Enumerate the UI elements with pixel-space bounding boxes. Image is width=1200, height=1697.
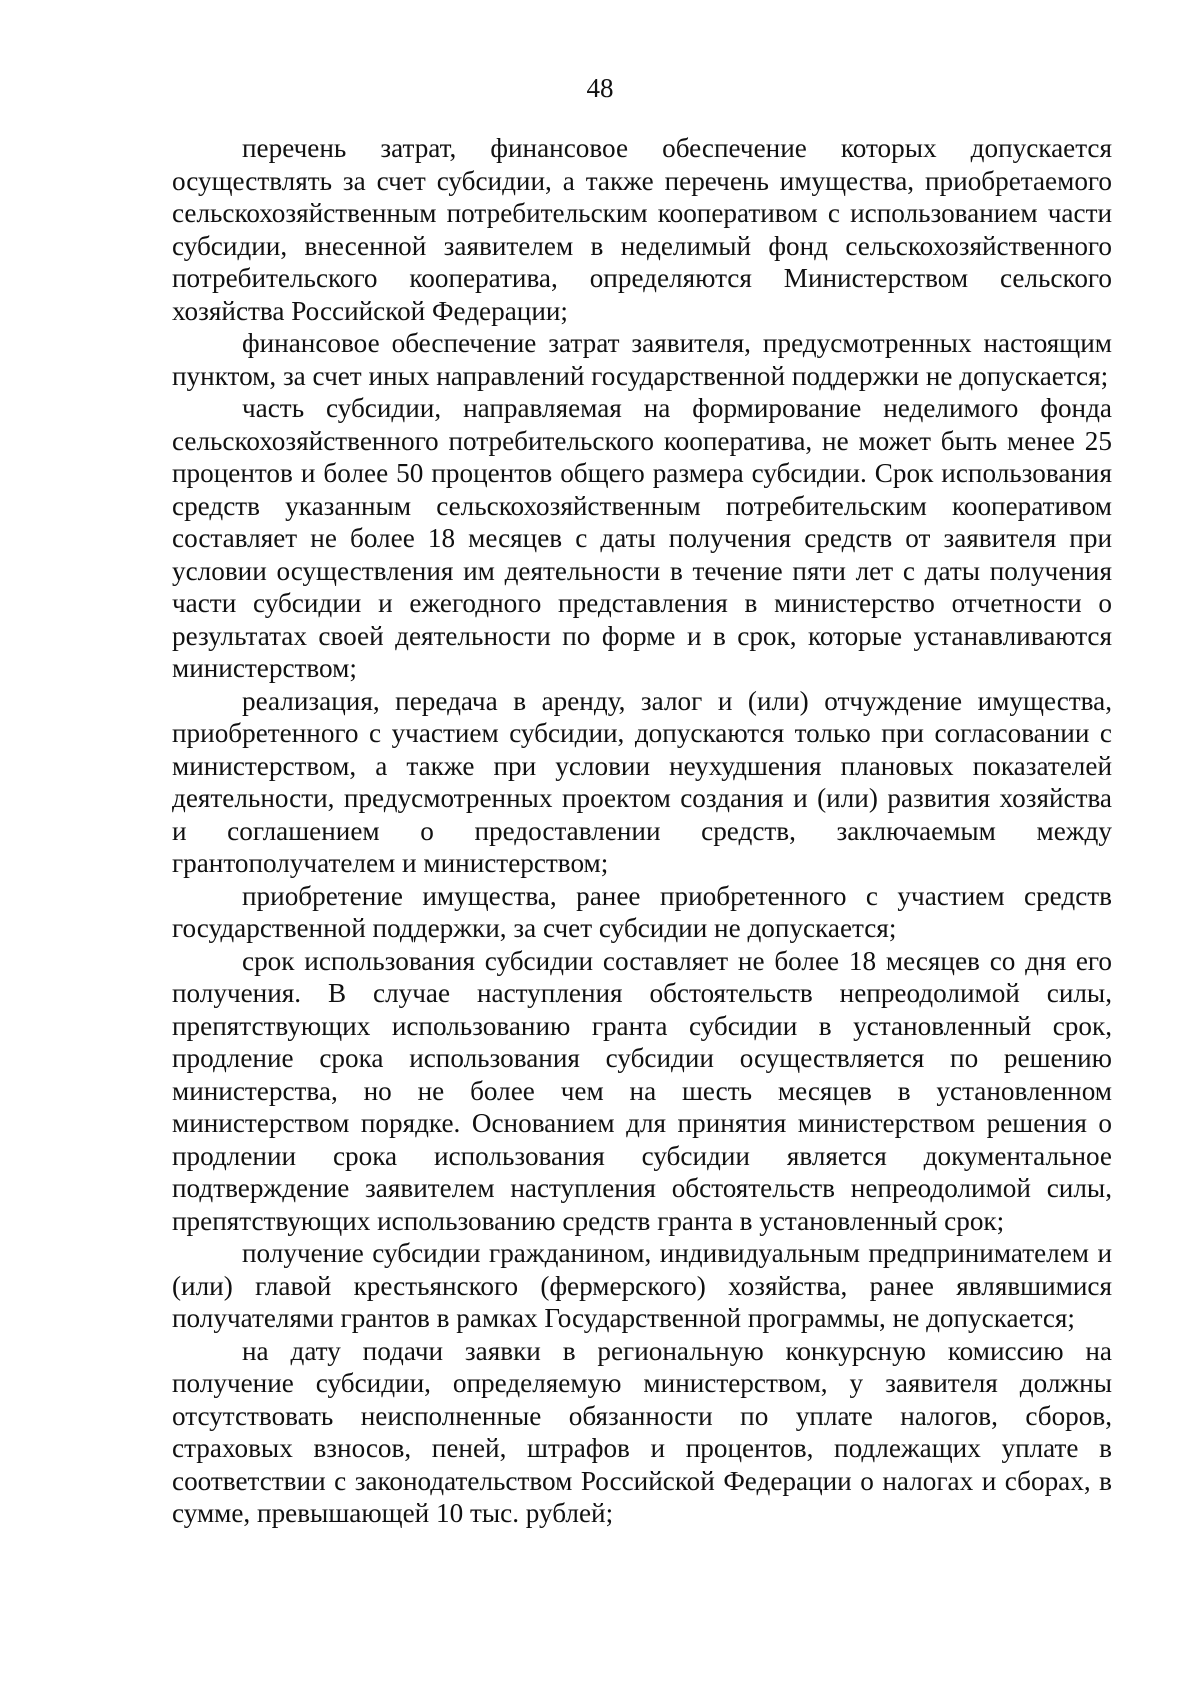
paragraph: приобретение имущества, ранее приобретенного с участием средств государственной поддержки, за счет субсидии не допускается;: [172, 880, 1112, 943]
paragraph: на дату подачи заявки в региональную конкурсную комиссию на получение субсидии, определяемую министерством, у заявителя должны отсутствовать неисполненные обязанности по уплате налогов, сборов, страховых взносов, пеней, штрафов и процентов, подлежащих уплате в соответствии с законодательством Российской Федерации о налогах и сборах, в сумме, превышающей 10 тыс. рублей;: [172, 1335, 1112, 1528]
paragraph: финансовое обеспечение затрат заявителя, предусмотренных настоящим пунктом, за счет иных направлений государственной поддержки не допускается;: [172, 328, 1112, 391]
paragraph: часть субсидии, направляемая на формирование неделимого фонда сельскохозяйственного потребительского кооператива, не может быть менее 25 процентов и более 50 процентов общего размера субсидии. Срок использования средств указанным сельскохозяйственным потребительским кооперативом составляет не более 18 месяцев с даты получения средств от заявителя при условии осуществления им деятельности в течение пяти лет с даты получения части субсидии и ежегодного представления в министерство отчетности о результатах своей деятельности по форме и в срок, которые устанавливаются министерством;: [172, 393, 1112, 683]
paragraph: получение субсидии гражданином, индивидуальным предпринимателем и (или) главой крестьянского (фермерского) хозяйства, ранее являвшимися получателями грантов в рамках Государственной программы, не допускается;: [172, 1238, 1112, 1333]
document-body: [172, 132, 1112, 1530]
paragraph: срок использования субсидии составляет не более 18 месяцев со дня его получения. В случае наступления обстоятельств непреодолимой силы, препятствующих использованию гранта субсидии в установленный срок, продление срока использования субсидии осуществляется по решению министерства, но не более чем на шесть месяцев в установленном министерством порядке. Основанием для принятия министерством решения о продлении срока использования субсидии является документальное подтверждение заявителем наступления обстоятельств непреодолимой силы, препятствующих использованию средств гранта в установленный срок;: [172, 945, 1112, 1236]
page-number: 48: [586, 73, 614, 103]
paragraph: реализация, передача в аренду, залог и (или) отчуждение имущества, приобретенного с участием субсидии, допускаются только при согласовании с министерством, а также при условии неухудшения плановых показателей деятельности, предусмотренных проектом создания и (или) развития хозяйства и соглашением о предоставлении средств, заключаемым между грантополучателем и министерством;: [172, 685, 1112, 878]
paragraph: перечень затрат, финансовое обеспечение которых допускается осуществлять за счет субсидии, а также перечень имущества, приобретаемого сельскохозяйственным потребительским кооперативом с использованием части субсидии, внесенной заявителем в неделимый фонд сельскохозяйственного потребительского кооператива, определяются Министерством сельского хозяйства Российской Федерации;: [172, 133, 1112, 326]
